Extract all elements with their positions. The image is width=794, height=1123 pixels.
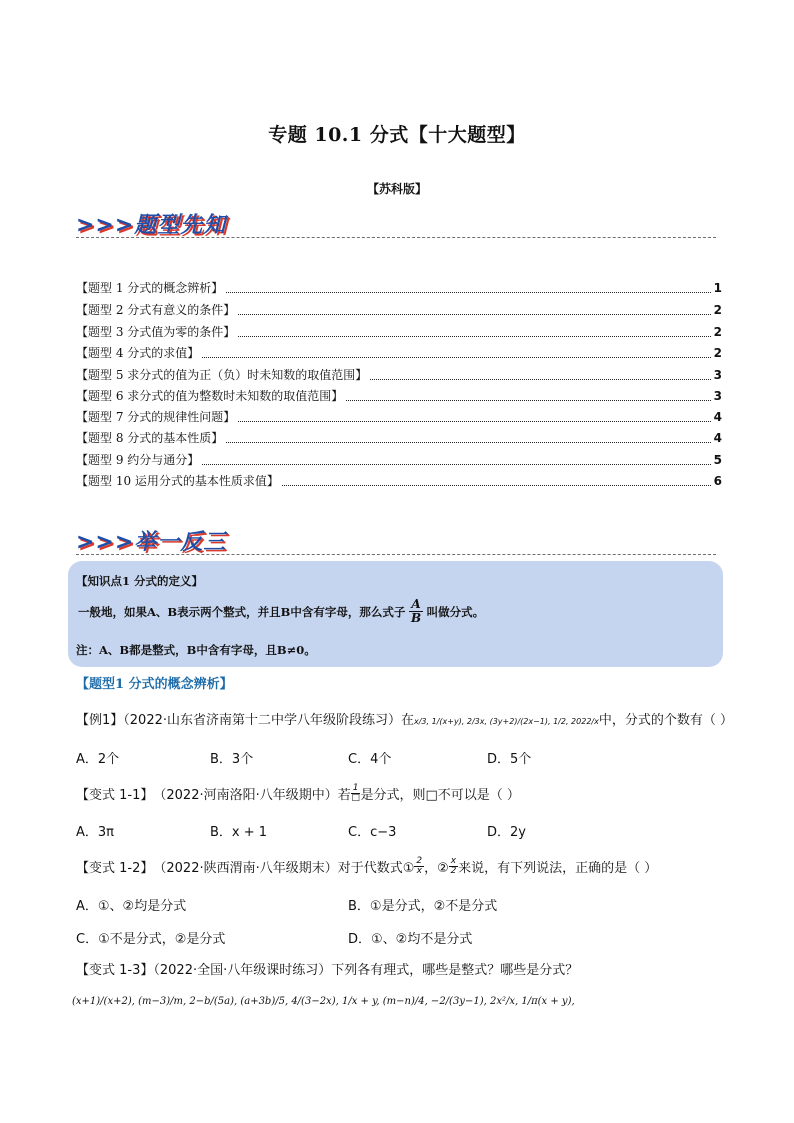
- toc-item[interactable]: [76, 386, 722, 406]
- toc-item-label: 【题型 6 求分式的值为整数时未知数的取值范围】: [76, 389, 344, 403]
- fraction-numerator: 1: [352, 783, 359, 793]
- variant-label: 【变式 1-1】: [76, 788, 154, 803]
- definition-text: 一般地，如果A、B表示两个整式，并且B中含有字母，那么式子: [78, 604, 406, 619]
- toc-leader-dots: [238, 421, 710, 422]
- toc-item-label: 【题型 3 分式值为零的条件】: [76, 325, 236, 339]
- banner-preview: >>>题型先知: [76, 213, 227, 238]
- variant-1-1-option-b[interactable]: B．x + 1: [210, 825, 268, 840]
- fraction-numerator: x: [450, 856, 457, 866]
- variant-1-1-option-a[interactable]: A．3π: [76, 825, 114, 840]
- toc-item[interactable]: [76, 300, 722, 320]
- edition-label: 【苏科版】: [366, 182, 427, 196]
- variant-label: 【变式 1-2】: [76, 861, 154, 876]
- variant-1-2-option-c[interactable]: C．①不是分式，②是分式: [76, 932, 226, 947]
- variant-tail: 来说，有下列说法，正确的是（ ）: [458, 861, 658, 876]
- toc-item-label: 【题型 8 分式的基本性质】: [76, 431, 224, 445]
- toc-item-label: 【题型 5 求分式的值为正（负）时未知数的取值范围】: [76, 368, 368, 382]
- variant-1-1-option-c[interactable]: C．c−3: [348, 825, 397, 840]
- toc-leader-dots: [226, 292, 710, 293]
- example-1-option-c[interactable]: C．4个: [348, 752, 392, 767]
- toc-item[interactable]: [76, 407, 722, 427]
- toc-item[interactable]: [76, 365, 722, 385]
- toc-item-label: 【题型 1 分式的概念辨析】: [76, 281, 224, 295]
- example-source: （2022·山东省济南第十二中学八年级阶段练习）在: [123, 713, 414, 728]
- toc-leader-dots: [346, 400, 710, 401]
- banner-practice: >>>举一反三: [76, 530, 227, 555]
- fraction-numerator: A: [411, 597, 421, 611]
- fraction-denominator: B: [410, 611, 422, 625]
- example-1-option-d[interactable]: D．5个: [487, 752, 532, 767]
- toc-leader-dots: [202, 464, 710, 465]
- example-1-option-a[interactable]: A．2个: [76, 752, 120, 767]
- variant-1-1-option-d[interactable]: D．2y: [487, 825, 526, 840]
- toc-item-label: 【题型 10 运用分式的基本性质求值】: [76, 474, 279, 488]
- fraction-denominator: □: [351, 793, 360, 803]
- variant-label: 【变式 1-3】: [76, 963, 154, 978]
- toc-leader-dots: [370, 379, 710, 380]
- variant-1-2-question: [76, 857, 657, 876]
- toc-item-page: 2: [713, 346, 722, 360]
- knowledge-heading: 【知识点1 分式的定义】: [76, 574, 204, 588]
- banner-divider: [76, 237, 716, 238]
- toc-item[interactable]: [76, 322, 722, 342]
- variant-fraction: [351, 784, 361, 803]
- example-expression: x/3, 1/(x+y), 2/3x, (3y+2)/(2x−1), 1/2, 2022/x: [414, 717, 599, 726]
- toc-item-page: 3: [713, 368, 722, 382]
- toc-item[interactable]: [76, 450, 722, 470]
- example-tail: 中，分式的个数有（ ）: [598, 713, 733, 728]
- toc-item-page: 5: [713, 453, 722, 467]
- toc-item-label: 【题型 9 约分与通分】: [76, 453, 200, 467]
- variant-1-2-option-b[interactable]: B．①是分式，②不是分式: [348, 899, 498, 914]
- toc-item-page: 4: [713, 410, 722, 424]
- toc-item-label: 【题型 2 分式有意义的条件】: [76, 303, 236, 317]
- toc-leader-dots: [238, 336, 710, 337]
- toc-leader-dots: [282, 485, 711, 486]
- toc-item[interactable]: [76, 471, 722, 491]
- toc-leader-dots: [238, 314, 710, 315]
- toc-item[interactable]: [76, 278, 722, 298]
- toc-item-page: 2: [713, 303, 722, 317]
- variant-source: （2022·河南洛阳·八年级期中）若: [153, 788, 351, 803]
- toc-item-page: 2: [713, 325, 722, 339]
- example-1-question: [76, 709, 733, 728]
- variant-1-3-expressions: (x+1)/(x+2), (m−3)/m, 2−b/(5a), (a+3b)/5, 4/(3−2x), 1/x + y, (m−n)/4, −2/(3y−1), 2x²/x, 1/π(x + y),: [72, 996, 575, 1007]
- variant-1-2-option-d[interactable]: D．①、②均不是分式: [348, 932, 473, 947]
- toc-leader-dots: [202, 357, 710, 358]
- definition-fraction: [409, 598, 422, 625]
- variant-mid: ，②: [424, 861, 449, 876]
- variant-1-3-question: [76, 959, 578, 978]
- knowledge-definition: [78, 598, 484, 625]
- toc-item-page: 4: [713, 431, 722, 445]
- variant-source: （2022·全国·八年级课时练习）下列各有理式，哪些是整式？哪些是分式？: [153, 963, 579, 978]
- fraction-denominator: 2: [450, 866, 457, 876]
- variant-fraction-1: [414, 857, 424, 876]
- toc-item-page: 6: [713, 474, 722, 488]
- variant-1-1-question: [76, 784, 520, 803]
- variant-1-2-option-a[interactable]: A．①、②均是分式: [76, 899, 187, 914]
- banner-divider-2: [76, 554, 716, 555]
- toc-item-label: 【题型 4 分式的求值】: [76, 346, 200, 360]
- toc-item[interactable]: [76, 343, 722, 363]
- variant-source: （2022·陕西渭南·八年级期末）对于代数式①: [153, 861, 415, 876]
- definition-tail: 叫做分式。: [426, 604, 485, 619]
- toc-item-page: 3: [713, 389, 722, 403]
- toc-item-label: 【题型 7 分式的规律性问题】: [76, 410, 236, 424]
- section-heading: 【题型1 分式的概念辨析】: [76, 677, 233, 692]
- example-label: 【例1】: [76, 713, 124, 728]
- toc-leader-dots: [226, 442, 710, 443]
- example-1-option-b[interactable]: B．3个: [210, 752, 254, 767]
- variant-fraction-2: [449, 857, 458, 876]
- variant-tail: 是分式，则□不可以是（ ）: [360, 788, 520, 803]
- page-title: 专题 10.1 分式【十大题型】: [268, 124, 526, 146]
- knowledge-note: 注：A、B都是整式，B中含有字母，且B≠0。: [76, 643, 316, 657]
- fraction-numerator: 2: [416, 856, 423, 866]
- toc-item-page: 1: [713, 281, 722, 295]
- toc-item[interactable]: [76, 428, 722, 448]
- fraction-denominator: x: [416, 866, 422, 876]
